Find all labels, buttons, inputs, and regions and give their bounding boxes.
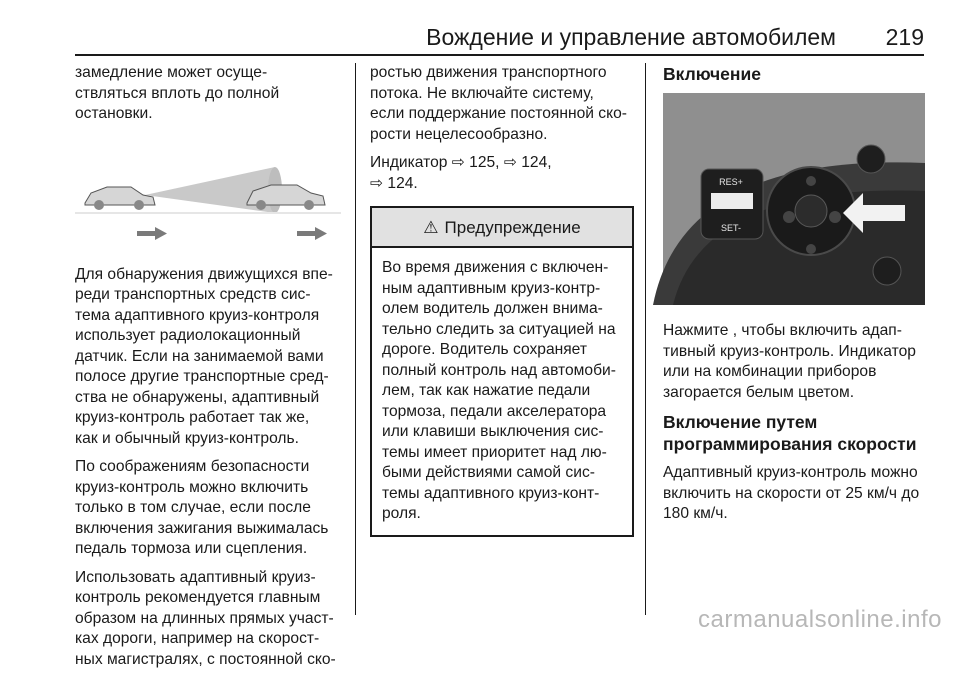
warning-title: Предупреждение — [444, 218, 581, 237]
paragraph-indicator: Индикатор ⇨ 125, ⇨ 124, ⇨ 124. — [370, 154, 552, 192]
heading-activation: Включение — [663, 64, 761, 84]
column-divider-2 — [645, 63, 646, 615]
page-number: 219 — [885, 24, 924, 50]
paragraph-continuation: ростью движения транспортного потока. Не включайте систему, если поддержание постоянной ско- рости нецелесообразно. — [370, 64, 627, 143]
column-3 — [663, 63, 931, 533]
header-rule — [75, 54, 924, 56]
paragraph-intro: замедление может осуще- ствляться вплоть до полной остановки. — [75, 64, 280, 122]
warning-box — [370, 206, 634, 537]
column-1 — [75, 63, 343, 678]
arrow-right-icon — [297, 227, 327, 240]
page-header — [75, 22, 924, 56]
paragraph-detection: Для обнаружения движущихся впе- реди транспортных средств сис- тема адаптивного круиз-контроля использует радиолокационный датчик. Если на занимаемой вами полосе другие транспортные сред- ства не обнаружены, адаптивный круиз-контроль работает так же, как и обычный круиз-контроль. — [75, 265, 333, 447]
res-label: RES+ — [719, 177, 743, 187]
warning-header — [372, 208, 632, 248]
paragraph-speed-range: Адаптивный круиз-контроль можно включить на скорости от 25 км/ч до 180 км/ч. — [663, 464, 920, 522]
leading-car-icon — [247, 185, 325, 210]
warning-body: Во время движения с включен- ным адаптивным круиз-контр- олем водитель должен внима- тельно следить за ситуацией на дороге. Водитель сохраняет полный контроль над автомоби- лем, так как нажатие педали тормоза, педали акселератора или клавиши выключения сис- темы имеет приоритет над лю- быми действиями самой сис- темы адаптивного круиз-конт- роля. — [382, 259, 616, 522]
steering-wheel-photo — [663, 93, 925, 305]
paragraph-press: Нажмите , чтобы включить адап- тивный круиз-контроль. Индикатор или на комбинации приборов загорается белым цветом. — [663, 322, 916, 401]
column-2 — [370, 63, 638, 537]
paragraph-safety: По соображениям безопасности круиз-контроль можно включить только в том случае, если после включения зажигания выжималась педаль тормоза или сцепления. — [75, 458, 329, 557]
watermark: carmanualsonline.info — [698, 606, 942, 633]
arrow-right-icon — [137, 227, 167, 240]
warning-triangle-icon: ⚠ — [423, 218, 439, 237]
set-label: SET- — [720, 223, 742, 233]
heading-speed-programming: Включение путем программирования скорости — [663, 412, 917, 454]
chapter-title: Вождение и управление автомобилем — [426, 24, 836, 50]
paragraph-usage: Использовать адаптивный круиз- контроль рекомендуется главным образом на длинных прямых участ- ках дороги, например на скорост- ных магистралях, с постоянной ско- — [75, 568, 336, 668]
own-car-icon — [85, 187, 155, 210]
radar-illustration — [75, 133, 341, 253]
column-divider-1 — [355, 63, 356, 615]
